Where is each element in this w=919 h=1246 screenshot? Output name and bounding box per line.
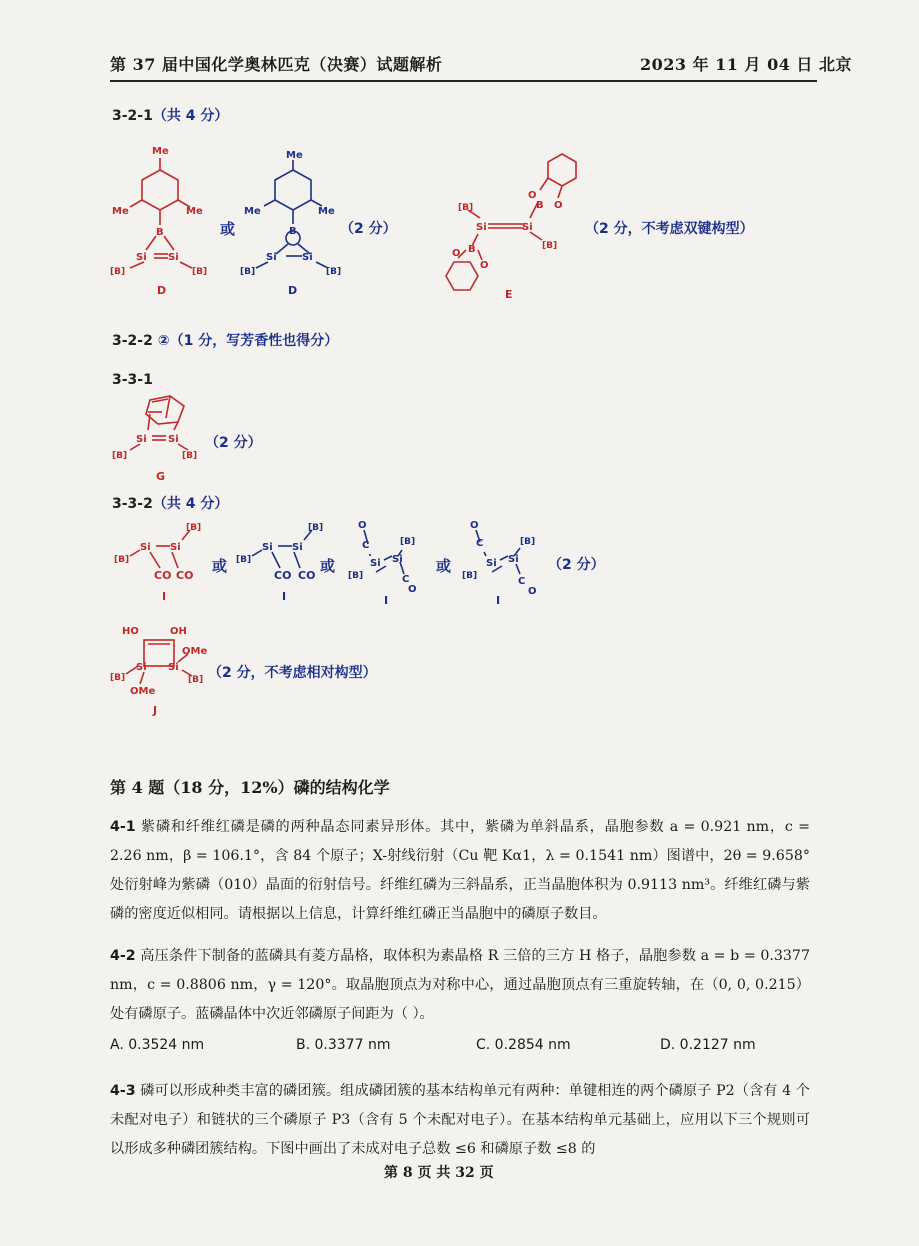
group-b: [B] bbox=[542, 241, 558, 251]
group-b: [B] bbox=[462, 571, 478, 581]
structure-i-2 bbox=[232, 518, 332, 593]
atom-si: Si bbox=[292, 542, 303, 553]
label-i: I bbox=[162, 590, 167, 603]
option-a: A. 0.3524 nm bbox=[110, 1037, 205, 1053]
question-4-1: 4-1 紫磷和纤维红磷是磷的两种晶态同素异形体。其中，紫磷为单斜晶系，晶胞参数 a = 0.921 nm，c = 2.26 nm，β = 106.1°，含 84 个原子；X-射线衍射（Cu 靶 Kα1，λ = 0.1541 nm）图谱中，2θ = 9.658° 处衍射峰为紫磷（010）晶面的衍射信号。纤维红磷为三斜晶系，正当晶胞体积为 0.9113 nm³。纤维红磷与紫磷的密度近似相同。请根据以上信息，计算纤维红磷正当晶胞中的磷原子数目。 bbox=[110, 819, 810, 922]
label-g: G bbox=[156, 470, 166, 483]
co-ligand: CO bbox=[176, 569, 194, 582]
co-ligand: CO bbox=[154, 569, 172, 582]
co-ligand: CO bbox=[298, 569, 316, 582]
me-label: Me bbox=[244, 206, 261, 217]
score-j: （2 分，不考虑相对构型） bbox=[208, 665, 377, 681]
page-footer: 第 8 页 共 32 页 bbox=[384, 1165, 494, 1181]
atom-si: Si bbox=[476, 222, 487, 233]
atom-c: C bbox=[476, 538, 484, 549]
header-rule bbox=[110, 80, 817, 82]
atom-si: Si bbox=[486, 558, 497, 569]
structure-i-4 bbox=[456, 512, 556, 597]
atom-o: O bbox=[470, 520, 479, 531]
label-d: D bbox=[288, 284, 298, 297]
atom-si: Si bbox=[370, 558, 381, 569]
group-oh: OH bbox=[170, 626, 187, 637]
atom-o: O bbox=[554, 200, 563, 211]
atom-c: C bbox=[518, 576, 526, 587]
option-c: C. 0.2854 nm bbox=[476, 1037, 571, 1053]
group-b: [B] bbox=[520, 537, 536, 547]
atom-si: Si bbox=[522, 222, 533, 233]
me-label: Me bbox=[112, 206, 129, 217]
atom-si: Si bbox=[168, 662, 179, 673]
atom-si: Si bbox=[266, 252, 277, 263]
structure-i-1 bbox=[110, 518, 210, 593]
structure-e bbox=[430, 140, 590, 305]
me-label: Me bbox=[186, 206, 203, 217]
question-4-2: 4-2 高压条件下制备的蓝磷具有菱方晶格，取体积为素晶格 R 三倍的三方 H 格子，晶胞参数 a = b = 0.3377 nm，c = 0.8806 nm，γ = 120°。取晶胞顶点为对称中心，通过晶胞顶点有三重旋转轴，在（0, 0, 0.215）处有磷原子。蓝磷晶体中次近邻磷原子间距为（ ）。 bbox=[110, 948, 810, 1022]
label-i: I bbox=[282, 590, 287, 603]
or-text: 或 bbox=[436, 557, 452, 575]
atom-si: Si bbox=[392, 554, 403, 565]
atom-o: O bbox=[408, 584, 417, 595]
question-4-title: 第 4 题（18 分，12%）磷的结构化学 bbox=[110, 778, 390, 797]
label-e: E bbox=[505, 288, 513, 301]
label-d: D bbox=[157, 284, 167, 297]
or-text: 或 bbox=[220, 220, 236, 238]
me-label: Me bbox=[286, 150, 303, 161]
atom-o: O bbox=[452, 248, 461, 259]
atom-si: Si bbox=[168, 252, 179, 263]
atom-b: B bbox=[468, 244, 476, 255]
section-3-3-2: 3-3-2（共 4 分） bbox=[112, 496, 229, 512]
structure-j bbox=[108, 618, 218, 706]
atom-c: C bbox=[402, 574, 410, 585]
header-date: 2023 年 11 月 04 日 北京 bbox=[640, 55, 852, 74]
me-label: Me bbox=[318, 206, 335, 217]
structure-g bbox=[108, 392, 208, 467]
group-b: [B] bbox=[112, 451, 128, 461]
label-i: I bbox=[384, 594, 389, 607]
or-text: 或 bbox=[212, 557, 228, 575]
label-j: J bbox=[153, 704, 158, 717]
group-b: [B] bbox=[114, 555, 130, 565]
atom-si: Si bbox=[136, 662, 147, 673]
atom-b: B bbox=[156, 227, 164, 238]
group-b: [B] bbox=[186, 523, 202, 533]
group-ome: OMe bbox=[182, 646, 208, 657]
atom-si: Si bbox=[262, 542, 273, 553]
atom-si: Si bbox=[136, 434, 147, 445]
group-b: [B] bbox=[348, 571, 364, 581]
score-d: （2 分） bbox=[340, 221, 397, 237]
structure-i-3 bbox=[340, 512, 440, 597]
atom-si: Si bbox=[508, 554, 519, 565]
group-b: [B] bbox=[182, 451, 198, 461]
group-b: [B] bbox=[326, 267, 342, 277]
group-ho: HO bbox=[122, 626, 139, 637]
option-d: D. 0.2127 nm bbox=[660, 1037, 756, 1053]
atom-o: O bbox=[480, 260, 489, 271]
atom-c: C bbox=[362, 540, 370, 551]
atom-si: Si bbox=[140, 542, 151, 553]
score-e: （2 分，不考虑双键构型） bbox=[585, 221, 754, 237]
atom-si: Si bbox=[168, 434, 179, 445]
score-i: （2 分） bbox=[548, 557, 605, 573]
section-3-3-1: 3-3-1 bbox=[112, 372, 153, 388]
group-b: [B] bbox=[308, 523, 324, 533]
or-text: 或 bbox=[320, 557, 336, 575]
group-b: [B] bbox=[188, 675, 204, 685]
atom-o: O bbox=[528, 190, 537, 201]
section-3-2-1: 3-2-1（共 4 分） bbox=[112, 108, 229, 124]
group-b: [B] bbox=[400, 537, 416, 547]
atom-si: Si bbox=[302, 252, 313, 263]
group-b: [B] bbox=[240, 267, 256, 277]
atom-b: B bbox=[536, 200, 544, 211]
atom-o: O bbox=[528, 586, 537, 597]
atom-si: Si bbox=[170, 542, 181, 553]
header-title: 第 37 届中国化学奥林匹克（决赛）试题解析 bbox=[110, 55, 443, 74]
group-b: [B] bbox=[236, 555, 252, 565]
me-label: Me bbox=[152, 146, 169, 157]
question-4-3: 4-3 磷可以形成种类丰富的磷团簇。组成磷团簇的基本结构单元有两种：单键相连的两个磷原子 P2（含有 4 个未配对电子）和链状的三个磷原子 P3（含有 5 个未配对电子）。在基本结构单元基础上，应用以下三个规则可以形成多种磷团簇结构。下图中画出了未成对电子总数 ≤6 和磷原子数 ≤8 的 bbox=[110, 1083, 810, 1157]
section-3-2-2: 3-2-2 ②（1 分，写芳香性也得分） bbox=[112, 333, 339, 349]
atom-b: B bbox=[289, 226, 297, 237]
atom-si: Si bbox=[136, 252, 147, 263]
score-g: （2 分） bbox=[205, 435, 262, 451]
group-b: [B] bbox=[110, 267, 126, 277]
atom-o: O bbox=[358, 520, 367, 531]
group-b: [B] bbox=[458, 203, 474, 213]
option-b: B. 0.3377 nm bbox=[296, 1037, 391, 1053]
group-b: [B] bbox=[110, 673, 126, 683]
label-i: I bbox=[496, 594, 501, 607]
group-ome: OMe bbox=[130, 686, 156, 697]
co-ligand: CO bbox=[274, 569, 292, 582]
group-b: [B] bbox=[192, 267, 208, 277]
structure-d-1 bbox=[100, 140, 220, 300]
